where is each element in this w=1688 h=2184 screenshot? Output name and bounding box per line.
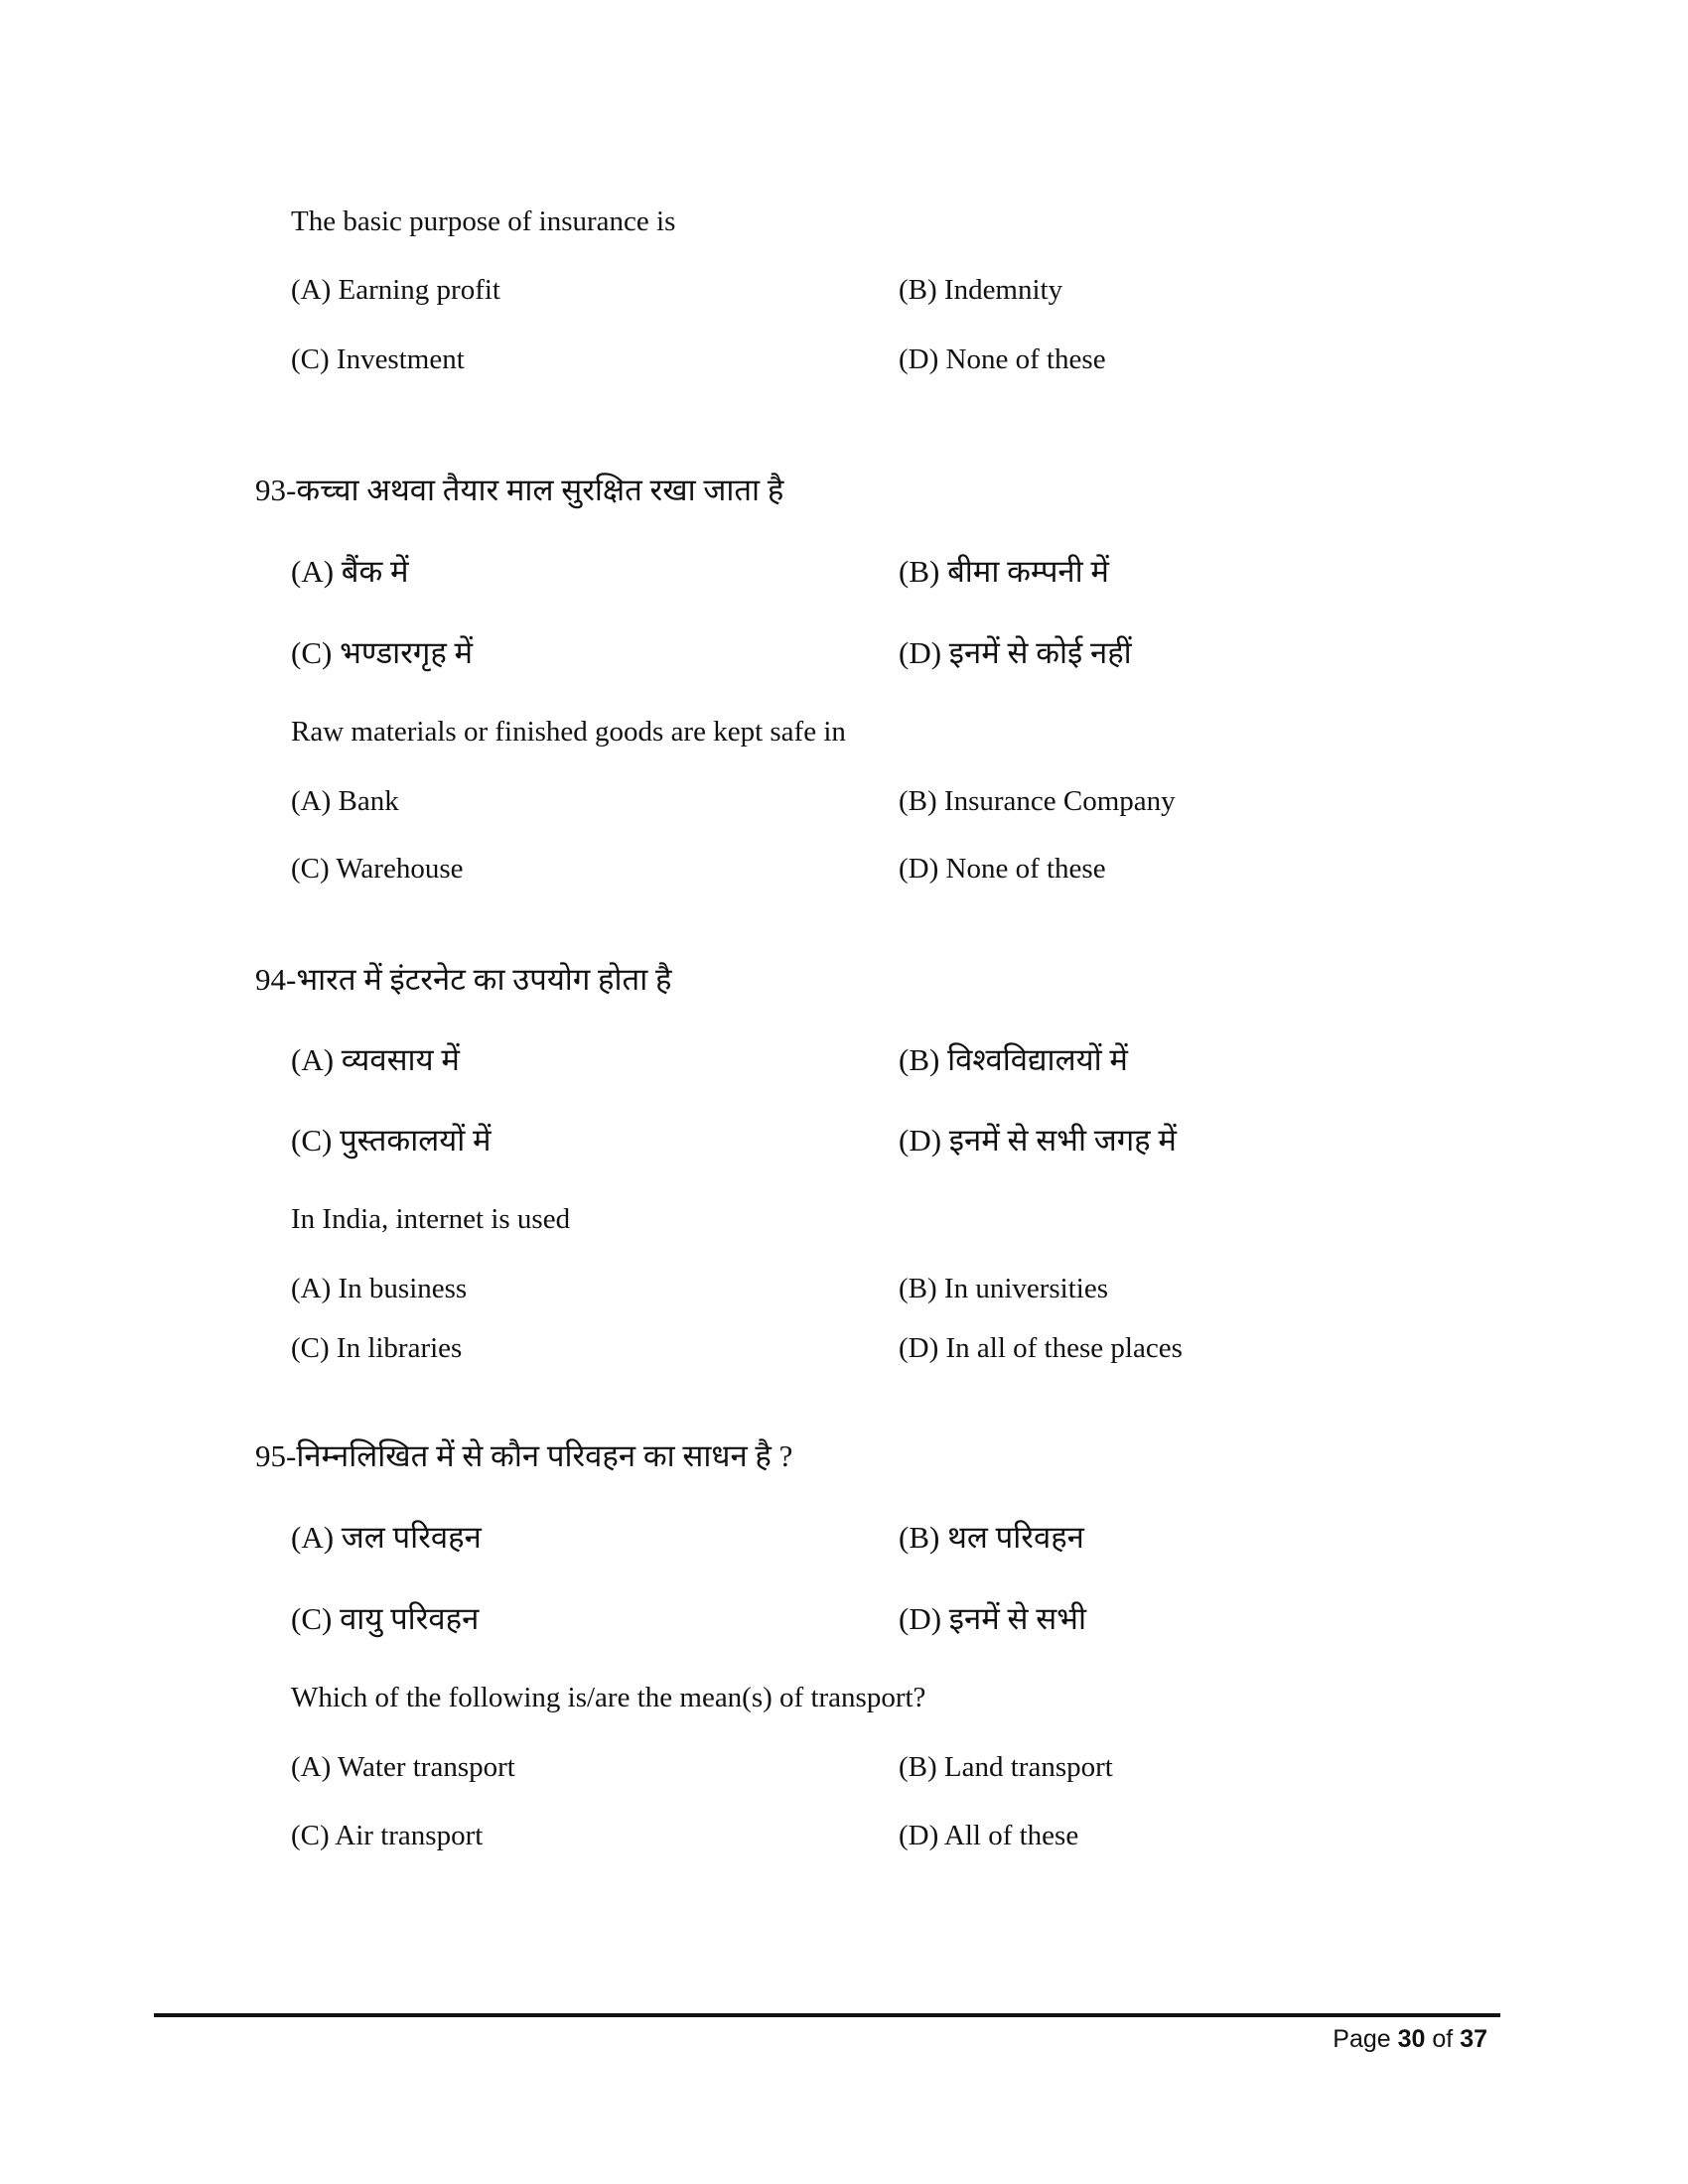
question-94-hindi: 94-भारत में इंटरनेट का उपयोग होता है (255, 962, 672, 997)
option-b-hindi: (B) थल परिवहन (899, 1520, 1084, 1555)
option-c: (C) Investment (291, 343, 465, 375)
option-c-hindi: (C) भण्डारगृह में (291, 635, 474, 670)
option-a: (A) In business (291, 1273, 468, 1304)
option-a-hindi: (A) जल परिवहन (291, 1520, 482, 1555)
option-c-hindi: (C) वायु परिवहन (291, 1601, 480, 1636)
option-d: (D) None of these (899, 343, 1106, 375)
option-a: (A) Earning profit (291, 274, 500, 306)
option-a-hindi: (A) व्यवसाय में (291, 1042, 460, 1077)
option-c: (C) In libraries (291, 1332, 463, 1364)
option-c: (C) Warehouse (291, 853, 464, 885)
option-d: (D) In all of these places (899, 1332, 1183, 1364)
footer-divider (154, 2013, 1500, 2017)
current-page: 30 (1397, 2025, 1426, 2053)
question-92-english: The basic purpose of insurance is (291, 205, 676, 237)
question-95-english: Which of the following is/are the mean(s) of transport? (291, 1682, 926, 1713)
option-b-hindi: (B) बीमा कम्पनी में (899, 554, 1109, 589)
option-c-hindi: (C) पुस्तकालयों में (291, 1123, 492, 1158)
option-a: (A) Bank (291, 785, 399, 817)
question-94-english: In India, internet is used (291, 1203, 571, 1235)
option-d: (D) All of these (899, 1820, 1079, 1851)
option-d-hindi: (D) इनमें से सभी (899, 1601, 1086, 1636)
option-b: (B) Insurance Company (899, 785, 1176, 817)
option-c: (C) Air transport (291, 1820, 484, 1851)
question-95-hindi: 95-निम्नलिखित में से कौन परिवहन का साधन है ? (255, 1438, 793, 1473)
page-label: Page (1333, 2025, 1391, 2053)
option-b: (B) Indemnity (899, 274, 1063, 306)
total-pages: 37 (1460, 2025, 1487, 2053)
option-a: (A) Water transport (291, 1751, 515, 1783)
page-number (1333, 2025, 1487, 2054)
option-b: (B) In universities (899, 1273, 1109, 1304)
option-d: (D) None of these (899, 853, 1106, 885)
option-b-hindi: (B) विश्वविद्यालयों में (899, 1042, 1128, 1077)
of-label: of (1432, 2025, 1454, 2053)
option-d-hindi: (D) इनमें से सभी जगह में (899, 1123, 1177, 1158)
option-b: (B) Land transport (899, 1751, 1113, 1783)
option-d-hindi: (D) इनमें से कोई नहीं (899, 635, 1132, 670)
question-93-english: Raw materials or finished goods are kept safe in (291, 716, 846, 748)
question-93-hindi: 93-कच्चा अथवा तैयार माल सुरक्षित रखा जाता है (255, 473, 784, 507)
option-a-hindi: (A) बैंक में (291, 554, 409, 589)
